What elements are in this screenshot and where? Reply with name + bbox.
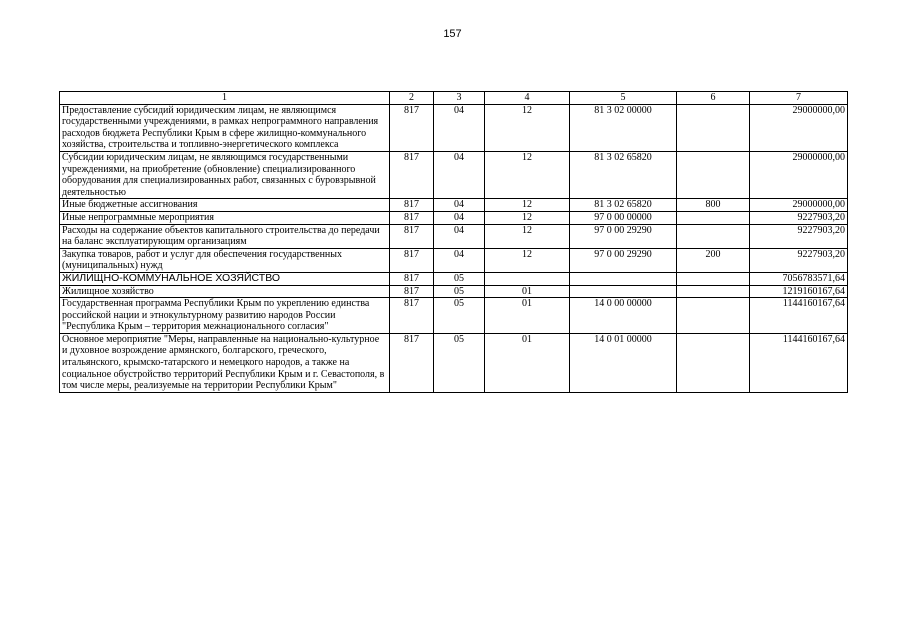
row-code-target bbox=[570, 285, 677, 298]
row-code-target: 14 0 01 00000 bbox=[570, 333, 677, 392]
row-code-expense-type bbox=[677, 104, 750, 151]
row-code-subsection: 01 bbox=[485, 333, 570, 392]
row-code-subsection: 01 bbox=[485, 298, 570, 334]
row-code-target: 81 3 02 65820 bbox=[570, 151, 677, 198]
table-row bbox=[60, 211, 848, 224]
row-code-expense-type bbox=[677, 151, 750, 198]
row-code-ministry: 817 bbox=[390, 211, 434, 224]
row-code-expense-type bbox=[677, 298, 750, 334]
row-amount: 29000000,00 bbox=[750, 199, 848, 212]
row-code-expense-type bbox=[677, 285, 750, 298]
row-amount: 29000000,00 bbox=[750, 151, 848, 198]
row-code-subsection: 12 bbox=[485, 199, 570, 212]
table-header-row bbox=[60, 92, 848, 105]
row-code-ministry: 817 bbox=[390, 104, 434, 151]
table-row bbox=[60, 199, 848, 212]
row-code-target: 97 0 00 29290 bbox=[570, 248, 677, 272]
row-code-ministry: 817 bbox=[390, 333, 434, 392]
column-header: 5 bbox=[570, 92, 677, 105]
row-code-section: 05 bbox=[434, 272, 485, 285]
row-amount: 1144160167,64 bbox=[750, 333, 848, 392]
row-code-expense-type: 800 bbox=[677, 199, 750, 212]
row-code-section: 04 bbox=[434, 224, 485, 248]
row-name: Предоставление субсидий юридическим лицам, не являющимся государственными учреждениями, в рамках непрограммного направления расходов бюджета Республики Крым в сфере жилищно-коммунального хозяйства, строительства и топливно-энергетического комплекса bbox=[60, 104, 390, 151]
row-code-section: 05 bbox=[434, 285, 485, 298]
row-code-expense-type bbox=[677, 272, 750, 285]
table-row bbox=[60, 224, 848, 248]
row-code-ministry: 817 bbox=[390, 199, 434, 212]
row-code-ministry: 817 bbox=[390, 298, 434, 334]
row-amount: 29000000,00 bbox=[750, 104, 848, 151]
row-amount: 9227903,20 bbox=[750, 211, 848, 224]
row-code-expense-type: 200 bbox=[677, 248, 750, 272]
row-code-ministry: 817 bbox=[390, 151, 434, 198]
table-row bbox=[60, 298, 848, 334]
row-code-section: 04 bbox=[434, 104, 485, 151]
row-code-target: 97 0 00 00000 bbox=[570, 211, 677, 224]
row-amount: 1219160167,64 bbox=[750, 285, 848, 298]
row-code-target: 81 3 02 65820 bbox=[570, 199, 677, 212]
row-code-section: 05 bbox=[434, 333, 485, 392]
row-code-ministry: 817 bbox=[390, 285, 434, 298]
row-amount: 9227903,20 bbox=[750, 248, 848, 272]
column-header: 3 bbox=[434, 92, 485, 105]
row-name: Иные бюджетные ассигнования bbox=[60, 199, 390, 212]
row-code-section: 05 bbox=[434, 298, 485, 334]
row-code-ministry: 817 bbox=[390, 224, 434, 248]
row-code-target: 81 3 02 00000 bbox=[570, 104, 677, 151]
row-name: Субсидии юридическим лицам, не являющимся государственными учреждениями, на приобретение (обновление) специализированного оборудования для специализированных работ, связанных с буровзрывной деятельностью bbox=[60, 151, 390, 198]
row-amount: 7056783571,64 bbox=[750, 272, 848, 285]
row-code-target: 97 0 00 29290 bbox=[570, 224, 677, 248]
row-code-ministry: 817 bbox=[390, 248, 434, 272]
row-code-ministry: 817 bbox=[390, 272, 434, 285]
row-code-section: 04 bbox=[434, 199, 485, 212]
row-code-expense-type bbox=[677, 333, 750, 392]
table-row bbox=[60, 272, 848, 285]
row-name: Иные непрограммные мероприятия bbox=[60, 211, 390, 224]
row-amount: 1144160167,64 bbox=[750, 298, 848, 334]
row-name: Закупка товаров, работ и услуг для обеспечения государственных (муниципальных) нужд bbox=[60, 248, 390, 272]
column-header: 1 bbox=[60, 92, 390, 105]
row-name: Жилищное хозяйство bbox=[60, 285, 390, 298]
row-code-subsection: 12 bbox=[485, 224, 570, 248]
column-header: 6 bbox=[677, 92, 750, 105]
column-header: 4 bbox=[485, 92, 570, 105]
row-name: Государственная программа Республики Крым по укреплению единства российской нации и этнокультурному развитию народов России "Республика Крым – территория межнационального согласия" bbox=[60, 298, 390, 334]
row-code-subsection: 12 bbox=[485, 211, 570, 224]
row-amount: 9227903,20 bbox=[750, 224, 848, 248]
row-code-target bbox=[570, 272, 677, 285]
row-code-target: 14 0 00 00000 bbox=[570, 298, 677, 334]
row-code-expense-type bbox=[677, 224, 750, 248]
table-row bbox=[60, 104, 848, 151]
row-code-subsection: 12 bbox=[485, 151, 570, 198]
row-code-section: 04 bbox=[434, 248, 485, 272]
row-name: Расходы на содержание объектов капитального строительства до передачи на баланс эксплуатирующим организациям bbox=[60, 224, 390, 248]
row-code-subsection: 01 bbox=[485, 285, 570, 298]
row-code-subsection bbox=[485, 272, 570, 285]
table-row bbox=[60, 248, 848, 272]
row-code-section: 04 bbox=[434, 151, 485, 198]
row-code-subsection: 12 bbox=[485, 248, 570, 272]
row-code-section: 04 bbox=[434, 211, 485, 224]
table-row bbox=[60, 285, 848, 298]
budget-table bbox=[59, 91, 848, 393]
row-code-subsection: 12 bbox=[485, 104, 570, 151]
page-number: 157 bbox=[443, 28, 462, 40]
row-name: ЖИЛИЩНО-КОММУНАЛЬНОЕ ХОЗЯЙСТВО bbox=[60, 272, 390, 285]
table-row bbox=[60, 333, 848, 392]
column-header: 7 bbox=[750, 92, 848, 105]
row-name: Основное мероприятие "Меры, направленные на национально-культурное и духовное возрождение армянского, болгарского, греческого, итальянского, крымско-татарского и немецкого народов, а также на социальное обустройство территорий Республики Крым и г. Севастополя, в том числе меры, реализуемые на территории Республики Крым" bbox=[60, 333, 390, 392]
row-code-expense-type bbox=[677, 211, 750, 224]
column-header: 2 bbox=[390, 92, 434, 105]
table-row bbox=[60, 151, 848, 198]
